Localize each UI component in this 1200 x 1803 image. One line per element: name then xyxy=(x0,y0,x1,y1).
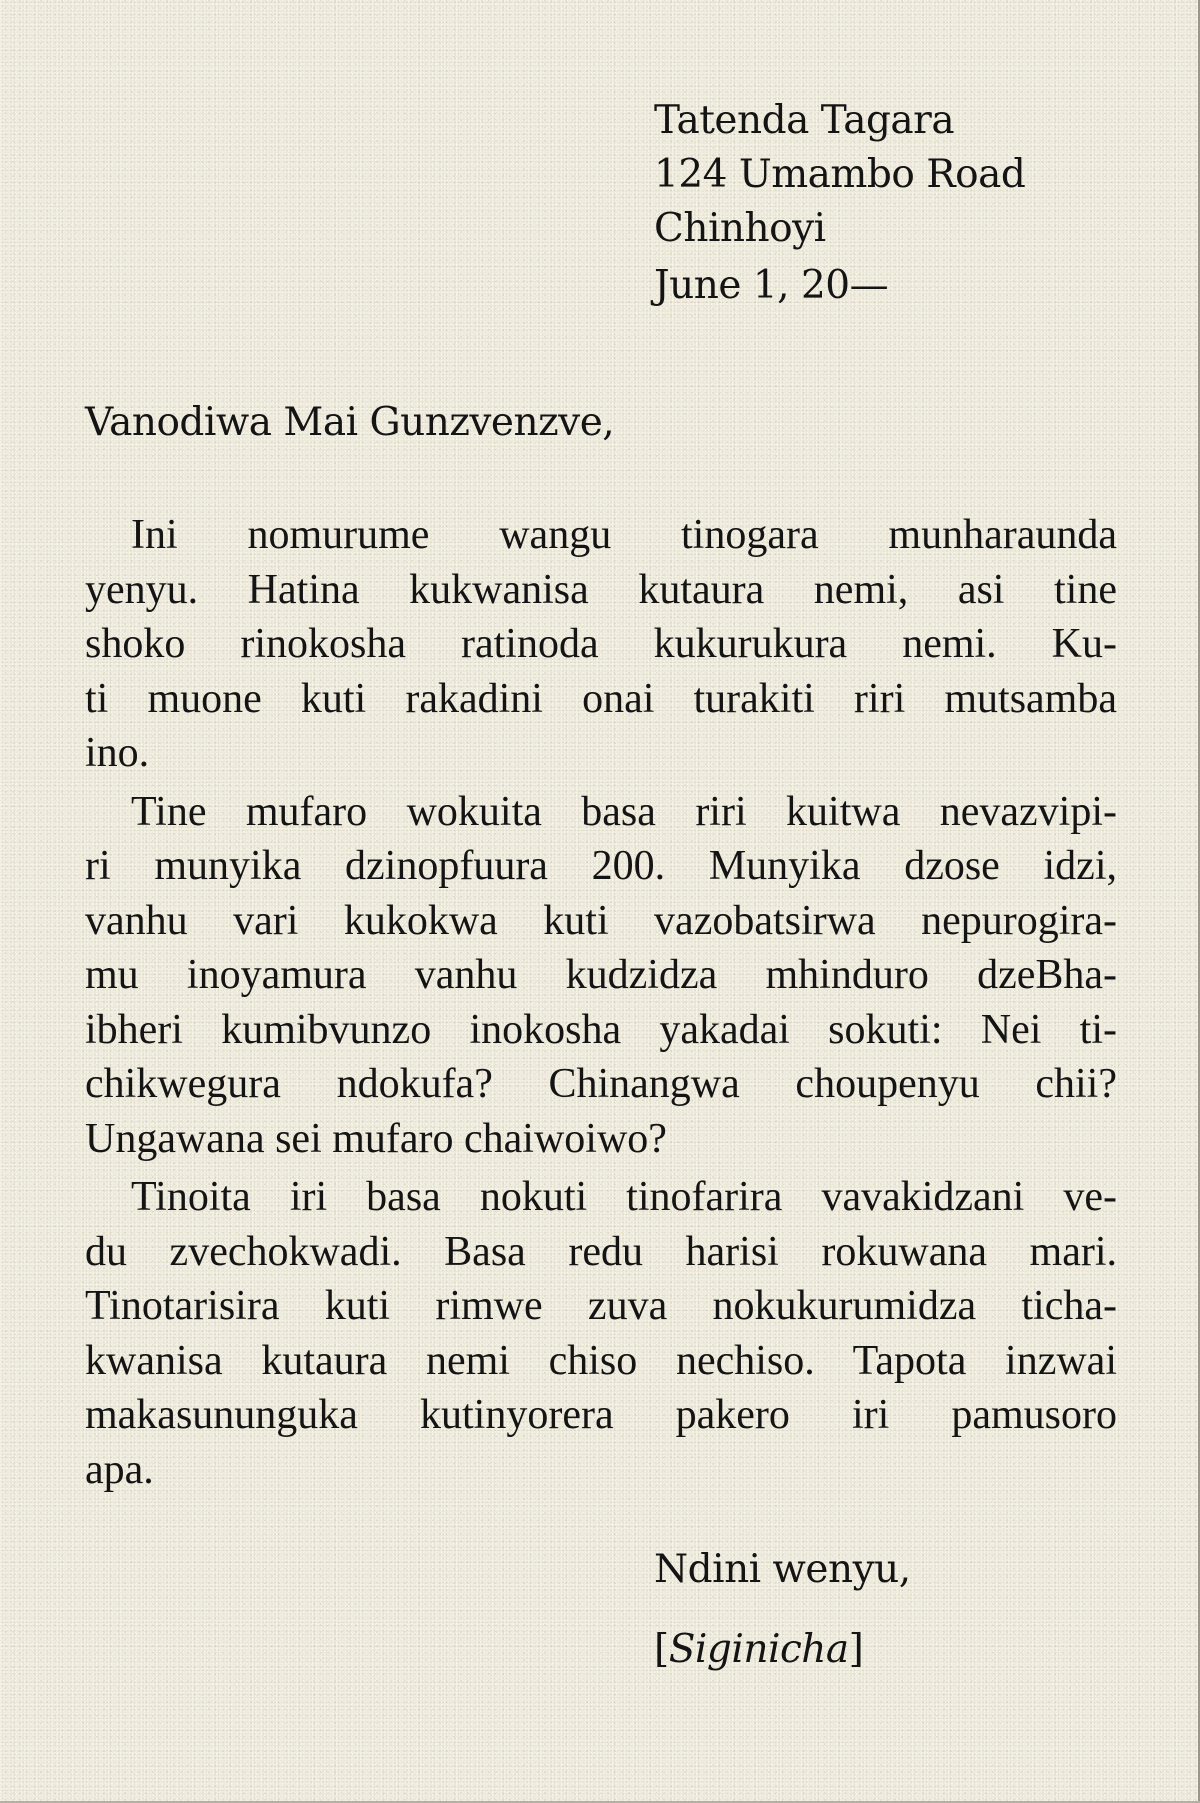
sender-street: 124 Umambo Road xyxy=(654,152,1026,197)
sender-name: Tatenda Tagara xyxy=(654,98,955,143)
body-line: kwanisa kutaura nemi chiso nechiso. Tapota inzwai xyxy=(85,1337,1117,1384)
body-line: makasununguka kutinyorera pakero iri pamusoro xyxy=(85,1392,1117,1438)
letter-date: June 1, 20— xyxy=(654,263,889,308)
body-paragraph-1 xyxy=(85,508,1117,781)
body-line: apa. xyxy=(85,1446,154,1493)
sender-city: Chinhoyi xyxy=(654,206,826,251)
body-line: Ungawana sei mufaro chaiwoiwo? xyxy=(85,1115,667,1162)
closing-block xyxy=(654,1543,911,1677)
sender-address-block xyxy=(654,94,1025,313)
salutation: Vanodiwa Mai Gunzvenzve, xyxy=(85,400,615,445)
signature-placeholder xyxy=(654,1623,911,1677)
body-line: ti muone kuti rakadini onai turakiti riri mutsamba xyxy=(85,675,1117,722)
body-line: Ini nomurume wangu tinogara munharaunda xyxy=(131,512,1117,558)
signature-label: Siginicha xyxy=(668,1627,849,1672)
body-paragraph-2 xyxy=(85,785,1117,1167)
body-line: yenyu. Hatina kukwanisa kutaura nemi, asi tine xyxy=(85,566,1117,613)
valediction: Ndini wenyu, xyxy=(654,1547,911,1592)
signature-close-bracket: ] xyxy=(848,1627,864,1672)
body-line: chikwegura ndokufa? Chinangwa choupenyu chii? xyxy=(85,1061,1117,1107)
letter-body xyxy=(85,508,1117,1497)
body-line: Tinotarisira kuti rimwe zuva nokukurumidza ticha- xyxy=(85,1283,1117,1329)
body-line: ri munyika dzinopfuura 200. Munyika dzose idzi, xyxy=(85,843,1117,889)
body-line: vanhu vari kukokwa kuti vazobatsirwa nepurogira- xyxy=(85,897,1117,944)
signature-open-bracket: [ xyxy=(654,1627,669,1672)
body-line: mu inoyamura vanhu kudzidza mhinduro dzeBha- xyxy=(85,952,1117,998)
body-line: shoko rinokosha ratinoda kukurukura nemi. Ku- xyxy=(85,621,1117,667)
body-line: ino. xyxy=(85,730,150,776)
body-line: Tine mufaro wokuita basa riri kuitwa nevazvipi- xyxy=(131,788,1117,835)
body-line: ibheri kumibvunzo inokosha yakadai sokuti: Nei ti- xyxy=(85,1006,1117,1053)
body-line: du zvechokwadi. Basa redu harisi rokuwana mari. xyxy=(85,1228,1117,1275)
body-paragraph-3 xyxy=(85,1170,1117,1497)
body-line: Tinoita iri basa nokuti tinofarira vavakidzani ve- xyxy=(131,1174,1117,1220)
